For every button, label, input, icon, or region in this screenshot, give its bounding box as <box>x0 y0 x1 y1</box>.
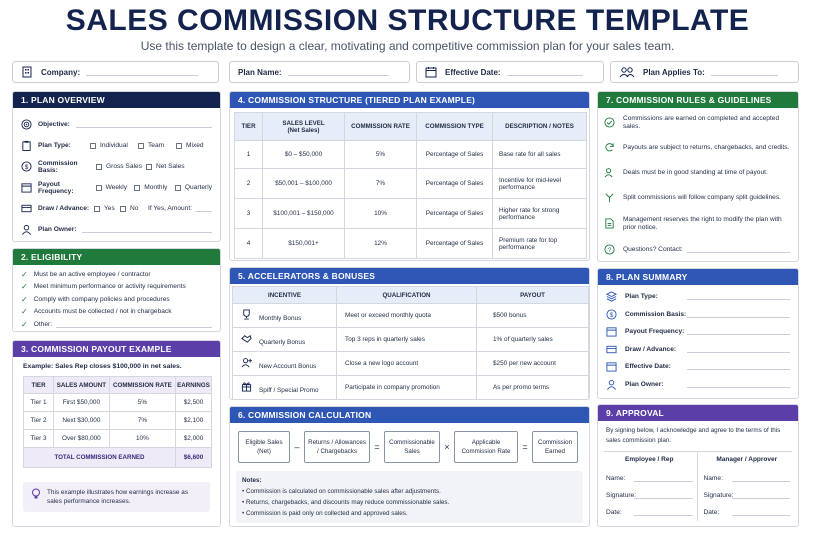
table-row <box>24 394 212 412</box>
users-icon <box>619 66 635 78</box>
payout-frequency-label: Payout Frequency: <box>38 180 74 195</box>
employee-name-input[interactable] <box>634 475 693 482</box>
column-header: INCENTIVE <box>233 287 337 304</box>
sales-level-header: SALES LEVEL <box>282 119 325 127</box>
cell: Tier 2 <box>24 412 54 430</box>
rules-panel <box>597 91 799 262</box>
option-label: Mixed <box>186 142 204 149</box>
plan-type-individual-checkbox[interactable] <box>90 143 96 149</box>
payout-note-text: This example illustrates how earnings increase as sales performance increases. <box>47 489 189 505</box>
calendar-icon <box>21 182 32 193</box>
cell: $250 per new account <box>477 352 589 376</box>
cell: $150,001+ <box>263 229 345 259</box>
note-text: Commission is calculated on commissionable sales after adjustments. <box>245 488 441 495</box>
payout-example-text: Example: Sales Rep closes $100,000 in net sales. <box>23 363 182 370</box>
column-header: DESCRIPTION / NOTES <box>493 113 587 141</box>
payout-example-panel <box>12 340 221 527</box>
contact-input[interactable] <box>687 246 790 253</box>
check-icon: ✓ <box>21 319 28 329</box>
rule-text: Questions? Contact: <box>623 245 683 253</box>
cell: 1 <box>235 141 263 169</box>
cell: $100,001 – $150,000 <box>263 199 345 229</box>
cell: 7% <box>345 169 417 199</box>
approval-field-label: Signature: <box>606 492 637 499</box>
layers-icon <box>606 291 617 302</box>
formula-box: Returns / Allowances / Chargebacks <box>304 431 370 463</box>
table-row <box>235 229 587 259</box>
plan-type-label: Plan Type: <box>38 142 71 149</box>
plan-overview-panel <box>12 91 221 242</box>
cell: As per promo terms <box>477 376 589 400</box>
cell: Meet or exceed monthly quota <box>337 304 477 328</box>
calculation-formula <box>230 423 589 463</box>
cell: 12% <box>345 229 417 259</box>
gift-icon <box>241 381 259 394</box>
summary-label: Draw / Advance: <box>625 345 677 353</box>
dollar-icon <box>21 161 32 172</box>
new-account-icon <box>241 357 259 370</box>
table-row <box>235 199 587 229</box>
formula-operator: = <box>374 442 380 452</box>
total-value: $6,600 <box>176 448 212 468</box>
table-row <box>235 141 587 169</box>
building-icon <box>21 66 33 78</box>
summary-input[interactable] <box>687 381 790 388</box>
note-text: Commission is paid only on collected and approved sales. <box>245 510 408 517</box>
cell: $2,500 <box>176 394 212 412</box>
cell <box>233 328 337 352</box>
target-icon <box>21 119 32 130</box>
commission-structure-panel <box>229 91 590 261</box>
approval-text: By signing below, I acknowledge and agree to the terms of this sales commission plan. <box>606 427 781 444</box>
cell <box>233 352 337 376</box>
svg-text:$: $ <box>609 311 614 319</box>
cell: Tier 3 <box>24 430 54 448</box>
cell: $2,000 <box>176 430 212 448</box>
summary-label: Commission Basis: <box>625 310 687 318</box>
plan-applies-to-field[interactable] <box>610 61 799 83</box>
cell: Incentive for mid-level performance <box>493 169 587 199</box>
column-header: PAYOUT <box>477 287 589 304</box>
refresh-icon <box>604 142 615 153</box>
cell: Tier 1 <box>24 394 54 412</box>
eligibility-item: Comply with company policies and procedures <box>33 295 170 303</box>
option-label: Individual <box>100 142 128 149</box>
svg-text:$: $ <box>24 163 29 171</box>
cell: 5% <box>109 394 175 412</box>
cell: Participate in company promotion <box>337 376 477 400</box>
cell: $2,100 <box>176 412 212 430</box>
rule-text: Deals must be in good standing at time of payout. <box>623 168 768 176</box>
plan-type-team-checkbox[interactable] <box>138 143 144 149</box>
handshake-icon <box>241 333 259 346</box>
net-sales-subheader: (Net Sales) <box>287 126 320 134</box>
column-header: SALES AMOUNT <box>54 377 110 394</box>
approval-field-label: Signature: <box>703 492 734 499</box>
total-row <box>24 448 212 468</box>
user-icon <box>606 379 617 390</box>
check-circle-icon <box>604 117 615 128</box>
check-icon: ✓ <box>21 307 28 317</box>
card-icon <box>21 203 32 214</box>
user-check-icon <box>604 167 615 178</box>
summary-label: Effective Date: <box>625 363 671 371</box>
summary-label: Plan Type: <box>625 293 658 301</box>
cell <box>233 304 337 328</box>
table-row <box>233 328 589 352</box>
manager-date-input[interactable] <box>732 509 791 516</box>
table-row <box>233 376 589 400</box>
eligibility-item: Meet minimum performance or activity requirements <box>33 283 186 291</box>
plan-summary-heading: 8. PLAN SUMMARY <box>598 269 798 285</box>
company-label: Company: <box>41 67 81 77</box>
column-header: COMMISSION RATE <box>345 113 417 141</box>
plan-name-field[interactable] <box>229 61 410 83</box>
page-title: SALES COMMISSION STRUCTURE TEMPLATE <box>65 4 750 37</box>
plan-overview-heading: 1. PLAN OVERVIEW <box>13 92 220 108</box>
company-field[interactable] <box>12 61 219 83</box>
lightbulb-icon <box>31 488 41 500</box>
rules-heading: 7. COMMISSION RULES & GUIDELINES <box>598 92 798 108</box>
gross-sales-checkbox[interactable] <box>96 164 102 170</box>
table-row <box>233 352 589 376</box>
manager-signature-block <box>698 452 793 521</box>
question-icon <box>604 244 615 255</box>
monthly-checkbox[interactable] <box>134 185 140 191</box>
option-label: Yes <box>104 205 115 212</box>
cell: 2 <box>235 169 263 199</box>
manager-signature-input[interactable] <box>732 492 791 499</box>
summary-input[interactable] <box>687 293 790 300</box>
formula-box: Eligible Sales (Net) <box>238 431 290 463</box>
dollar-icon <box>606 309 617 320</box>
signature-area <box>604 451 792 521</box>
cell: Premium rate for top performance <box>493 229 587 259</box>
split-icon <box>604 192 615 203</box>
approval-field-label: Date: <box>703 509 720 516</box>
effective-date-label: Effective Date: <box>445 67 501 77</box>
rule-text: Split commissions will follow company split guidelines. <box>623 193 781 201</box>
calculation-heading: 6. COMMISSION CALCULATION <box>230 407 589 423</box>
summary-input[interactable] <box>687 311 790 318</box>
approval-panel <box>597 404 799 527</box>
incentive-label: Quarterly Bonus <box>259 339 306 346</box>
employee-signature-block <box>604 452 698 521</box>
note-item: • Commission is paid only on collected and approved sales. <box>242 510 408 517</box>
rule-text: Management reserves the right to modify the plan with prior notice. <box>623 215 782 231</box>
draw-yes-checkbox[interactable] <box>94 206 100 212</box>
formula-operator: = <box>522 442 528 452</box>
option-label: No <box>130 205 139 212</box>
cell: Percentage of Sales <box>417 229 493 259</box>
option-label: Team <box>148 142 165 149</box>
trophy-icon <box>241 309 259 322</box>
column-header: QUALIFICATION <box>337 287 477 304</box>
check-icon: ✓ <box>21 282 28 292</box>
plan-type-mixed-checkbox[interactable] <box>176 143 182 149</box>
draw-no-checkbox[interactable] <box>120 206 126 212</box>
objective-label: Objective: <box>38 121 70 128</box>
employee-column-label: Employee / Rep <box>625 456 674 463</box>
total-label: TOTAL COMMISSION EARNED <box>24 448 176 468</box>
manager-name-input[interactable] <box>732 475 791 482</box>
note-item: • Commission is calculated on commissionable sales after adjustments. <box>242 488 441 495</box>
cell: $500 bonus <box>477 304 589 328</box>
option-label: Net Sales <box>156 163 185 170</box>
quarterly-checkbox[interactable] <box>175 185 181 191</box>
option-label: Weekly <box>105 184 128 191</box>
column-header <box>263 113 345 141</box>
cell: Next $30,000 <box>54 412 110 430</box>
page-subtitle: Use this template to design a clear, motivating and competitive commission plan for your sales team. <box>140 39 675 53</box>
manager-column-label: Manager / Approver <box>716 456 778 463</box>
option-label: Monthly <box>144 184 168 191</box>
rule-text: Payouts are subject to returns, chargebacks, and credits. <box>623 143 790 151</box>
effective-date-field[interactable] <box>416 61 604 83</box>
plan-applies-to-label: Plan Applies To: <box>643 67 705 77</box>
summary-input[interactable] <box>687 363 790 370</box>
payout-note <box>23 482 210 512</box>
if-yes-label: If Yes, Amount: <box>148 205 192 212</box>
incentive-label: Spiff / Special Promo <box>259 387 319 394</box>
cell: First $50,000 <box>54 394 110 412</box>
calculation-panel <box>229 406 590 527</box>
approval-field-label: Name: <box>703 475 723 482</box>
eligibility-other-input[interactable] <box>56 321 212 328</box>
table-row <box>24 412 212 430</box>
eligibility-heading: 2. ELIGIBILITY <box>13 249 220 265</box>
cell: $0 – $50,000 <box>263 141 345 169</box>
payout-table <box>23 376 212 468</box>
cell: Top 3 reps in quarterly sales <box>337 328 477 352</box>
cell: Base rate for all sales <box>493 141 587 169</box>
rule-text: Commissions are earned on completed and accepted sales. <box>623 114 780 130</box>
cell: 4 <box>235 229 263 259</box>
column-header: TIER <box>24 377 54 394</box>
cell: Close a new logo account <box>337 352 477 376</box>
eligibility-panel <box>12 248 221 332</box>
note-item: • Returns, chargebacks, and discounts may reduce commissionable sales. <box>242 499 450 506</box>
column-header: TIER <box>235 113 263 141</box>
plan-name-label: Plan Name: <box>238 67 282 77</box>
column-header: EARNINGS <box>176 377 212 394</box>
accelerators-heading: 5. ACCELERATORS & BONUSES <box>230 268 589 284</box>
plan-summary-panel <box>597 268 799 399</box>
commission-structure-heading: 4. COMMISSION STRUCTURE (TIERED PLAN EXAMPLE) <box>230 92 589 108</box>
plan-owner-input[interactable] <box>82 226 212 233</box>
table-row <box>233 304 589 328</box>
summary-label: Payout Frequency: <box>625 328 685 336</box>
formula-box: Applicable Commission Rate <box>454 431 518 463</box>
commission-structure-table <box>234 112 587 259</box>
employee-signature-input[interactable] <box>634 492 693 499</box>
document-icon <box>604 218 615 229</box>
check-icon: ✓ <box>21 294 28 304</box>
svg-text:?: ? <box>607 246 612 254</box>
eligibility-item: Accounts must be collected / not in chargeback <box>33 308 172 316</box>
notes-label: Notes: <box>242 477 262 484</box>
cell: 7% <box>109 412 175 430</box>
formula-box: Commission Earned <box>532 431 578 463</box>
net-sales-checkbox[interactable] <box>146 164 152 170</box>
cell: 10% <box>109 430 175 448</box>
summary-input[interactable] <box>687 346 790 353</box>
cell: 10% <box>345 199 417 229</box>
eligibility-item: Must be an active employee / contractor <box>33 270 151 278</box>
eligibility-item: Other: <box>33 320 53 328</box>
cell: Over $80,000 <box>54 430 110 448</box>
column-header: COMMISSION RATE <box>109 377 175 394</box>
cell: 5% <box>345 141 417 169</box>
option-label: Quarterly <box>184 184 212 191</box>
draw-amount-input[interactable] <box>195 205 212 212</box>
cell: Percentage of Sales <box>417 141 493 169</box>
approval-field-label: Date: <box>606 509 622 516</box>
calendar-icon <box>606 326 617 337</box>
commission-basis-label: Commission Basis: <box>38 159 78 174</box>
accelerators-table <box>232 286 589 400</box>
accelerators-panel <box>229 267 590 400</box>
draw-advance-label: Draw / Advance: <box>38 205 90 212</box>
approval-heading: 9. APPROVAL <box>598 405 798 421</box>
incentive-label: New Account Bonus <box>259 363 317 370</box>
formula-operator: – <box>294 442 300 452</box>
cell: Percentage of Sales <box>417 199 493 229</box>
clipboard-icon <box>21 140 32 151</box>
note-text: Returns, chargebacks, and discounts may reduce commissionable sales. <box>245 499 450 506</box>
column-header: COMMISSION TYPE <box>417 113 493 141</box>
plan-owner-label: Plan Owner: <box>38 226 77 233</box>
formula-operator: × <box>444 442 450 452</box>
table-row <box>235 169 587 199</box>
payout-example-heading: 3. COMMISSION PAYOUT EXAMPLE <box>13 341 220 357</box>
option-label: Gross Sales <box>106 163 142 170</box>
employee-date-input[interactable] <box>634 509 693 516</box>
incentive-label: Monthly Bonus <box>259 315 302 322</box>
cell: 1% of quarterly sales <box>477 328 589 352</box>
check-icon: ✓ <box>21 269 28 279</box>
approval-field-label: Name: <box>606 475 626 482</box>
summary-input[interactable] <box>687 328 790 335</box>
calendar-icon <box>425 66 437 78</box>
cell: $50,001 – $100,000 <box>263 169 345 199</box>
cell: Percentage of Sales <box>417 169 493 199</box>
user-icon <box>21 224 32 235</box>
table-row <box>24 430 212 448</box>
cell <box>233 376 337 400</box>
calculation-notes <box>236 471 583 523</box>
weekly-checkbox[interactable] <box>96 185 102 191</box>
summary-label: Plan Owner: <box>625 380 664 388</box>
formula-box: Commissionable Sales <box>384 431 440 463</box>
calendar-icon <box>606 361 617 372</box>
cell: 3 <box>235 199 263 229</box>
card-icon <box>606 344 617 355</box>
cell: Higher rate for strong performance <box>493 199 587 229</box>
objective-input[interactable] <box>76 121 212 128</box>
